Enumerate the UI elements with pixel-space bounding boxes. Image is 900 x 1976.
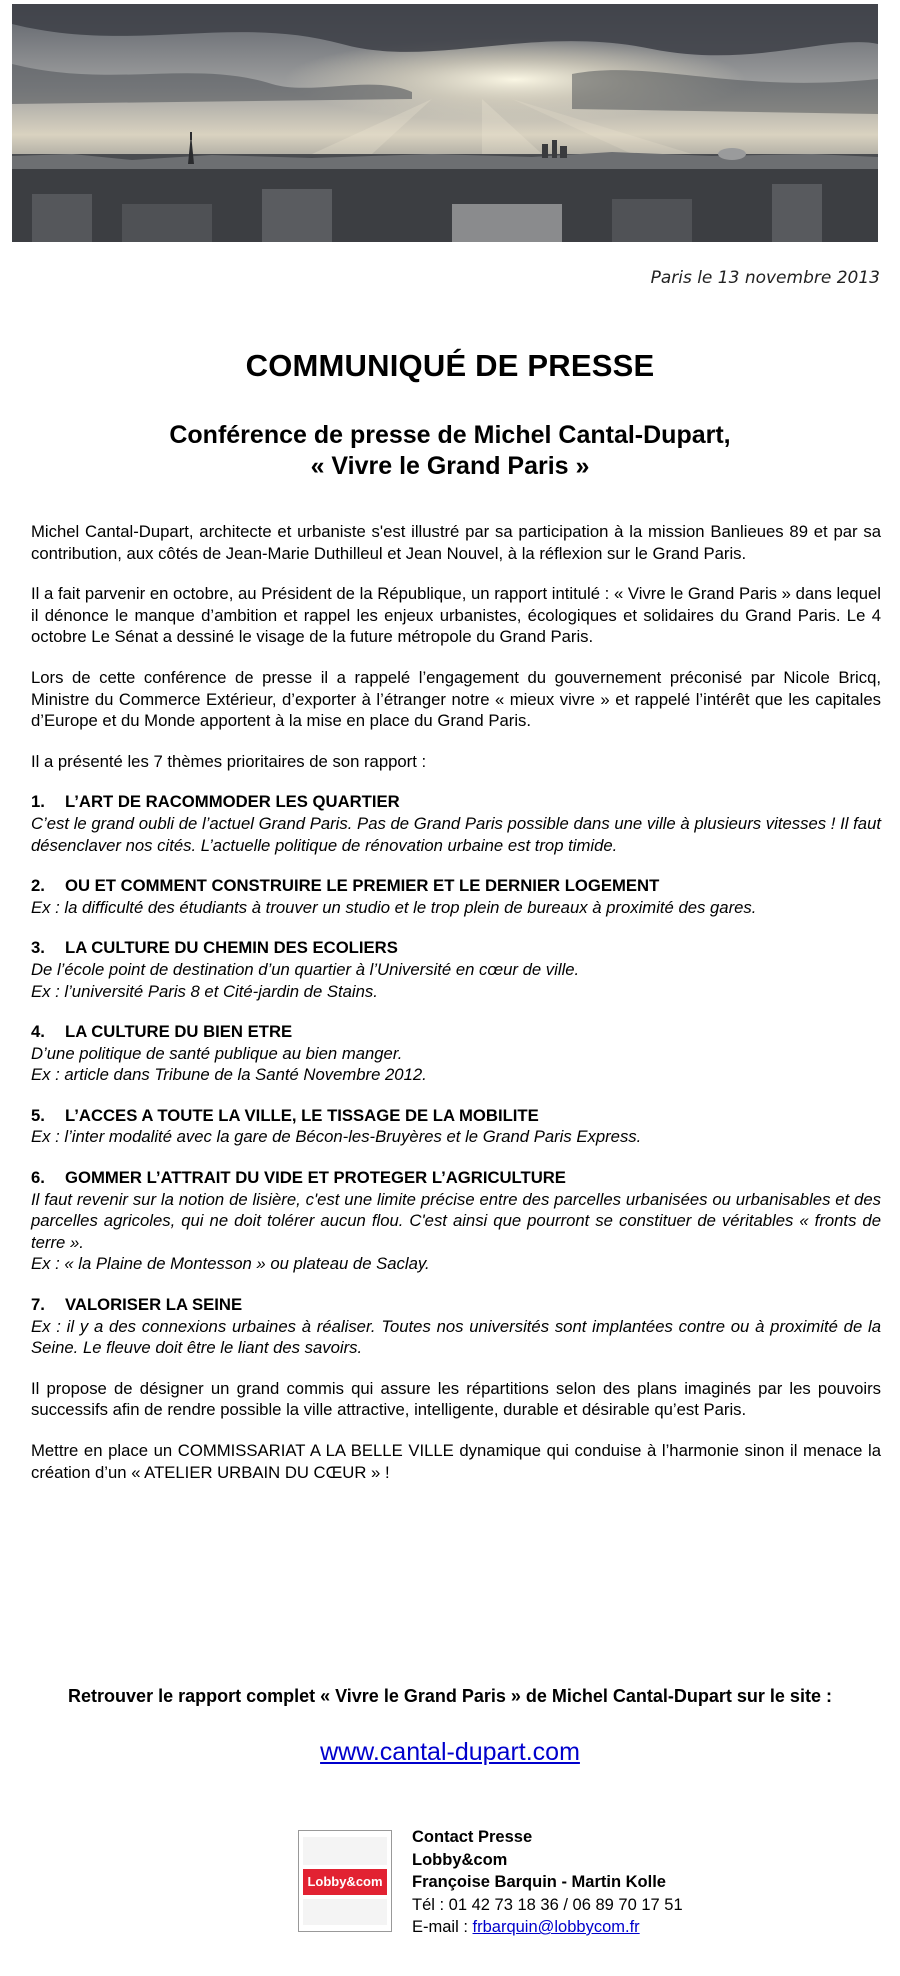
- theme-number: 1.: [31, 792, 45, 812]
- contact-phone: Tél : 01 42 73 18 36 / 06 89 70 17 51: [412, 1895, 683, 1914]
- theme-description: De l’école point de destination d’un quartier à l’Université en cœur de ville.: [31, 959, 580, 979]
- contact-email-row: [412, 1916, 683, 1939]
- theme-description: D’une politique de santé publique au bien manger.: [31, 1043, 403, 1063]
- theme-title: VALORISER LA SEINE: [65, 1295, 243, 1315]
- theme-heading: [31, 1021, 881, 1043]
- intro-paragraph: Il a fait parvenir en octobre, au Président de la République, un rapport intitulé : « Vivre le Grand Paris » dans lequel il dénonce le manque d’ambition et rappel les enjeux urbanistes, écologiques et solidaires du Grand Paris. Le 4 octobre Le Sénat a dessiné le visage de la future métropole du Grand Paris.: [31, 584, 881, 647]
- theme-item: [31, 791, 881, 856]
- theme-description: C’est le grand oubli de l’actuel Grand Paris. Pas de Grand Paris possible dans une ville à plusieurs vitesses ! Il faut désenclaver nos cités. L’actuelle politique de rénovation urbaine est trop timide.: [31, 813, 881, 855]
- theme-number: 3.: [31, 938, 45, 958]
- closing-paragraph: Mettre en place un COMMISSARIAT A LA BELLE VILLE dynamique qui conduise à l’harmonie sinon il menace la création d’un « ATELIER URBAIN DU CŒUR » !: [31, 1441, 881, 1482]
- skyline-image: [12, 4, 878, 242]
- contact-company: Lobby&com: [412, 1850, 508, 1869]
- header-photo-paris-skyline: [12, 4, 878, 242]
- theme-description: Ex : la difficulté des étudiants à trouver un studio et le trop plein de bureaux à proximité des gares.: [31, 897, 757, 917]
- conference-subtitle: [0, 420, 900, 482]
- subtitle-line-1: Conférence de presse de Michel Cantal-Dupart,: [169, 421, 731, 449]
- theme-heading: [31, 875, 881, 897]
- intro-paragraph: Lors de cette conférence de presse il a rappelé l’engagement du gouvernement préconisé par Nicole Bricq, Ministre du Commerce Extérieur, d’exporter à l’étranger notre « mieux vivre » et rappelé l’intérêt que les capitales d’Europe et du Monde apportent à la mise en place du Grand Paris.: [31, 667, 881, 731]
- lobbycom-logo: [298, 1830, 392, 1932]
- press-release-date: Paris le 13 novembre 2013: [650, 268, 880, 288]
- logo-wordmark: Lobby&com: [303, 1869, 387, 1895]
- logo-top-panel: [303, 1837, 387, 1865]
- theme-number: 4.: [31, 1022, 45, 1042]
- email-label: E-mail :: [412, 1918, 473, 1936]
- theme-heading: [31, 937, 881, 959]
- theme-description: Il faut revenir sur la notion de lisière, c'est une limite précise entre des parcelles urbanisées ou urbanisables et des parcelles agricoles, qui ne doit tolérer aucun flou. C'est ainsi que pourront se constituer de véritables « fronts de terre ».: [31, 1189, 881, 1252]
- theme-description: Ex : il y a des connexions urbaines à réaliser. Toutes nos universités sont implantées contre ou à proximité de la Seine. Le fleuve doit être le liant des savoirs.: [31, 1316, 881, 1358]
- subtitle-line-2: « Vivre le Grand Paris »: [310, 452, 590, 480]
- themes-list: [31, 791, 881, 1358]
- theme-number: 2.: [31, 876, 45, 896]
- page-title: COMMUNIQUÉ DE PRESSE: [245, 348, 655, 383]
- theme-title: GOMMER L’ATTRAIT DU VIDE ET PROTEGER L’AGRICULTURE: [65, 1168, 566, 1188]
- press-contact-block: [298, 1826, 878, 1936]
- contact-names: Françoise Barquin - Martin Kolle: [412, 1873, 666, 1891]
- themes-intro: Il a présenté les 7 thèmes prioritaires de son rapport :: [31, 751, 427, 771]
- theme-item: [31, 1167, 881, 1275]
- website-link[interactable]: www.cantal-dupart.com: [320, 1738, 580, 1766]
- intro-paragraph: Michel Cantal-Dupart, architecte et urbaniste s'est illustré par sa participation à la mission Banlieues 89 et par sa contribution, aux côtés de Jean-Marie Duthilleul et Jean Nouvel, à la réflexion sur le Grand Paris.: [31, 522, 881, 563]
- theme-description: Ex : l’inter modalité avec la gare de Bécon-les-Bruyères et le Grand Paris Express.: [31, 1127, 642, 1147]
- theme-title: LA CULTURE DU CHEMIN DES ECOLIERS: [65, 938, 398, 958]
- report-callout: Retrouver le rapport complet « Vivre le Grand Paris » de Michel Cantal-Dupart sur le site :: [68, 1686, 832, 1706]
- theme-item: [31, 1294, 881, 1359]
- theme-example: Ex : article dans Tribune de la Santé Novembre 2012.: [31, 1065, 427, 1085]
- theme-title: L’ART DE RACOMMODER LES QUARTIER: [65, 792, 400, 812]
- contact-heading: Contact Presse: [412, 1828, 533, 1846]
- theme-item: [31, 1105, 881, 1148]
- closing-paragraph: Il propose de désigner un grand commis qui assure les répartitions selon des plans imaginés par les pouvoirs successifs afin de rendre possible la ville attractive, intelligente, durable et désirable qu’est Paris.: [31, 1378, 881, 1420]
- theme-title: LA CULTURE DU BIEN ETRE: [65, 1022, 293, 1042]
- theme-heading: [31, 791, 881, 813]
- theme-number: 5.: [31, 1105, 45, 1125]
- theme-number: 6.: [31, 1168, 45, 1188]
- theme-example: Ex : « la Plaine de Montesson » ou plateau de Saclay.: [31, 1254, 430, 1274]
- theme-number: 7.: [31, 1295, 45, 1315]
- theme-item: [31, 875, 881, 918]
- email-link[interactable]: frbarquin@lobbycom.fr: [472, 1918, 640, 1936]
- theme-heading: [31, 1167, 881, 1189]
- contact-details: [412, 1826, 683, 1939]
- theme-heading: [31, 1105, 881, 1127]
- theme-item: [31, 937, 881, 1002]
- theme-heading: [31, 1294, 881, 1316]
- logo-bottom-panel: [303, 1899, 387, 1925]
- press-release-body: [31, 521, 881, 1502]
- theme-title: OU ET COMMENT CONSTRUIRE LE PREMIER ET LE DERNIER LOGEMENT: [65, 876, 660, 896]
- theme-example: Ex : l’université Paris 8 et Cité-jardin de Stains.: [31, 981, 378, 1001]
- theme-title: L’ACCES A TOUTE LA VILLE, LE TISSAGE DE LA MOBILITE: [65, 1105, 539, 1125]
- theme-item: [31, 1021, 881, 1086]
